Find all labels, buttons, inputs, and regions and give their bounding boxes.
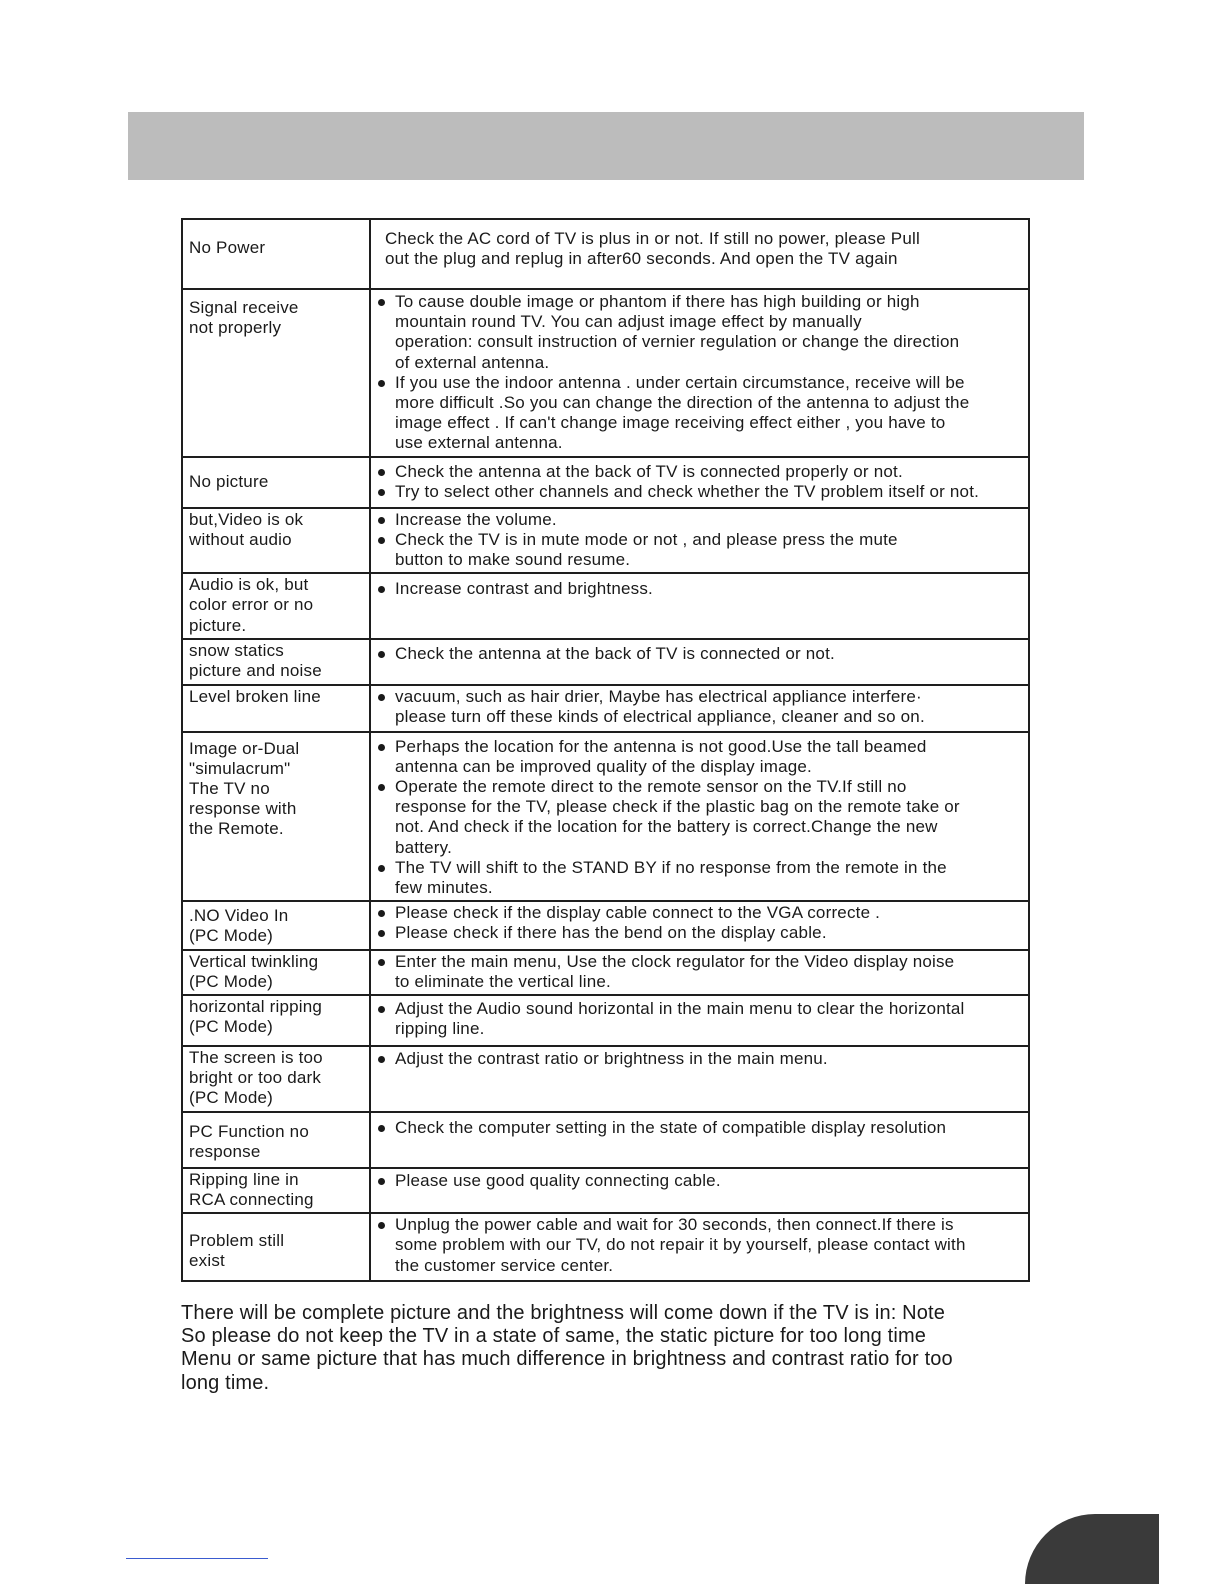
solution-bullet: [376, 1171, 1024, 1191]
solution-bullet: [376, 1118, 1024, 1138]
bullet-dot-icon: [378, 865, 385, 872]
table-row: [182, 1168, 1029, 1213]
problem-text: .NO Video In (PC Mode): [189, 906, 289, 946]
bullet-text: Please check if there has the bend on the display cable.: [395, 923, 827, 943]
problem-text: PC Function no response: [189, 1121, 309, 1161]
bullet-text: Check the antenna at the back of TV is connected properly or not.: [395, 461, 903, 481]
problem-text: Ripping line in RCA connecting: [189, 1169, 314, 1209]
bullet-text: Unplug the power cable and wait for 30 seconds, then connect.If there is some problem with our TV, do not repair it by yourself, please contact with the customer service center.: [395, 1215, 966, 1275]
solution-cell: [370, 950, 1029, 995]
solution-bullet: [376, 644, 1024, 664]
footer-rule: [126, 1558, 268, 1559]
solution-bullet: [376, 579, 1024, 599]
table-row: [182, 685, 1029, 732]
solution-bullet: [376, 952, 1024, 992]
solution-bullet: [376, 510, 1024, 530]
solution-bullet: [376, 687, 1024, 727]
bullet-dot-icon: [378, 1178, 385, 1185]
table-row: [182, 289, 1029, 457]
table-row: [182, 508, 1029, 574]
bullet-text: Perhaps the location for the antenna is not good.Use the tall beamed antenna can be improved quality of the display image.: [395, 736, 927, 776]
solution-cell: [370, 1046, 1029, 1112]
bullet-text: Try to select other channels and check whether the TV problem itself or not.: [395, 481, 980, 501]
problem-cell: [182, 950, 370, 995]
bullet-text: Please check if the display cable connect to the VGA correcte .: [395, 903, 881, 923]
solution-bullet: [376, 777, 1024, 858]
troubleshooting-table-body: [182, 219, 1029, 1281]
bullet-text: Increase the volume.: [395, 509, 557, 529]
bullet-text: Adjust the Audio sound horizontal in the main menu to clear the horizontal ripping line.: [395, 999, 965, 1039]
bullet-text: Enter the main menu, Use the clock regulator for the Video display noise to eliminate the vertical line.: [395, 951, 955, 991]
table-row: [182, 1112, 1029, 1168]
bullet-dot-icon: [378, 744, 385, 751]
solution-cell: [370, 901, 1029, 949]
bullet-dot-icon: [378, 586, 385, 593]
table-row: [182, 457, 1029, 508]
troubleshooting-table: [181, 218, 1030, 1282]
note-paragraph: There will be complete picture and the brightness will come down if the TV is in: Note So please do not keep the TV in a state of same, the static picture for too long time Menu or same picture that has much difference in brightness and contrast ratio for too long time.: [181, 1302, 953, 1394]
bullet-dot-icon: [378, 694, 385, 701]
page-number-tab: [1025, 1514, 1159, 1584]
solution-cell: [370, 732, 1029, 902]
problem-cell: [182, 219, 370, 289]
solution-bullet: [376, 903, 1024, 923]
bullet-dot-icon: [378, 469, 385, 476]
problem-text: Signal receive not properly: [189, 298, 299, 338]
table-row: [182, 573, 1029, 639]
bullet-dot-icon: [378, 380, 385, 387]
solution-cell: [370, 457, 1029, 508]
bullet-text: Check the antenna at the back of TV is connected or not.: [395, 644, 835, 664]
bullet-text: Check the computer setting in the state of compatible display resolution: [395, 1117, 947, 1137]
problem-text: Image or-Dual "simulacrum" The TV no response with the Remote.: [189, 738, 300, 839]
problem-cell: [182, 289, 370, 457]
bullet-text: vacuum, such as hair drier, Maybe has electrical appliance interfere· please turn off these kinds of electrical appliance, cleaner and so on.: [395, 686, 925, 726]
bullet-dot-icon: [378, 910, 385, 917]
bullet-text: Check the TV is in mute mode or not , and please press the mute button to make sound resume.: [395, 529, 898, 570]
problem-cell: [182, 901, 370, 949]
problem-cell: [182, 457, 370, 508]
problem-cell: [182, 685, 370, 732]
problem-text: No Power: [189, 238, 266, 257]
bullet-text: Adjust the contrast ratio or brightness in the main menu.: [395, 1049, 828, 1069]
table-row: [182, 901, 1029, 949]
bullet-text: Increase contrast and brightness.: [395, 579, 653, 599]
solution-cell: [370, 289, 1029, 457]
bullet-dot-icon: [378, 517, 385, 524]
solution-bullet: [376, 858, 1024, 898]
bullet-dot-icon: [378, 930, 385, 937]
solution-cell: [370, 1168, 1029, 1213]
solution-bullet: [376, 292, 1024, 373]
solution-cell: [370, 1112, 1029, 1168]
bullet-text: If you use the indoor antenna . under certain circumstance, receive will be more difficult .So you can change the direction of the antenna to adjust the image effect . If can't change image receiving effect either , you have to use external antenna.: [395, 372, 970, 453]
bullet-text: To cause double image or phantom if there has high building or high mountain round TV. You can adjust image effect by manually operation: consult instruction of vernier regulation or change the direction of external antenna.: [395, 292, 960, 372]
problem-cell: [182, 1213, 370, 1281]
solution-bullet: [376, 999, 1024, 1039]
solution-bullet: [376, 462, 1024, 482]
problem-cell: [182, 639, 370, 684]
table-row: [182, 950, 1029, 995]
bullet-dot-icon: [378, 784, 385, 791]
table-row: [182, 995, 1029, 1046]
problem-cell: [182, 1046, 370, 1112]
solution-cell: [370, 1213, 1029, 1281]
problem-text: Level broken line: [189, 686, 321, 706]
problem-text: horizontal ripping (PC Mode): [189, 997, 323, 1037]
bullet-dot-icon: [378, 1006, 385, 1013]
problem-cell: [182, 732, 370, 902]
solution-cell: [370, 219, 1029, 289]
solution-bullet: [376, 1049, 1024, 1069]
problem-text: No picture: [189, 471, 269, 491]
bullet-dot-icon: [378, 651, 385, 658]
bullet-dot-icon: [378, 489, 385, 496]
bullet-text: Operate the remote direct to the remote sensor on the TV.If still no response for the TV, please check if the plastic bag on the remote take or not. And check if the location for the battery is correct.Change the new battery.: [395, 777, 960, 857]
problem-text: Vertical twinkling (PC Mode): [189, 951, 319, 991]
problem-text: Problem still exist: [189, 1231, 285, 1271]
solution-cell: [370, 639, 1029, 684]
problem-text: The screen is too bright or too dark (PC Mode): [189, 1048, 323, 1108]
header-bar: [128, 112, 1084, 180]
problem-cell: [182, 508, 370, 574]
solution-bullet: [376, 373, 1024, 454]
problem-cell: [182, 573, 370, 639]
table-row: [182, 1213, 1029, 1281]
solution-bullet: [376, 530, 1024, 570]
problem-text: snow statics picture and noise: [189, 641, 322, 681]
solution-cell: [370, 685, 1029, 732]
problem-cell: [182, 1168, 370, 1213]
table-row: [182, 1046, 1029, 1112]
table-row: [182, 219, 1029, 289]
problem-cell: [182, 995, 370, 1046]
bullet-dot-icon: [378, 1056, 385, 1063]
solution-bullet: [376, 737, 1024, 777]
problem-cell: [182, 1112, 370, 1168]
bullet-dot-icon: [378, 959, 385, 966]
solution-cell: [370, 995, 1029, 1046]
solution-cell: [370, 508, 1029, 574]
table-row: [182, 639, 1029, 684]
solution-cell: [370, 573, 1029, 639]
bullet-dot-icon: [378, 299, 385, 306]
table-row: [182, 732, 1029, 902]
bullet-text: The TV will shift to the STAND BY if no response from the remote in the few minutes.: [395, 857, 947, 898]
bullet-dot-icon: [378, 537, 385, 544]
bullet-dot-icon: [378, 1125, 385, 1132]
bullet-text: Please use good quality connecting cable.: [395, 1170, 721, 1190]
solution-bullet: [376, 1215, 1024, 1276]
problem-text: Audio is ok, but color error or no picture.: [189, 575, 314, 635]
bullet-dot-icon: [378, 1222, 385, 1229]
solution-text: Check the AC cord of TV is plus in or not. If still no power, please Pull out the plug and replug in after60 seconds. And open the TV again: [385, 229, 920, 269]
solution-bullet: [376, 923, 1024, 943]
problem-text: but,Video is ok without audio: [189, 509, 304, 549]
solution-bullet: [376, 482, 1024, 502]
